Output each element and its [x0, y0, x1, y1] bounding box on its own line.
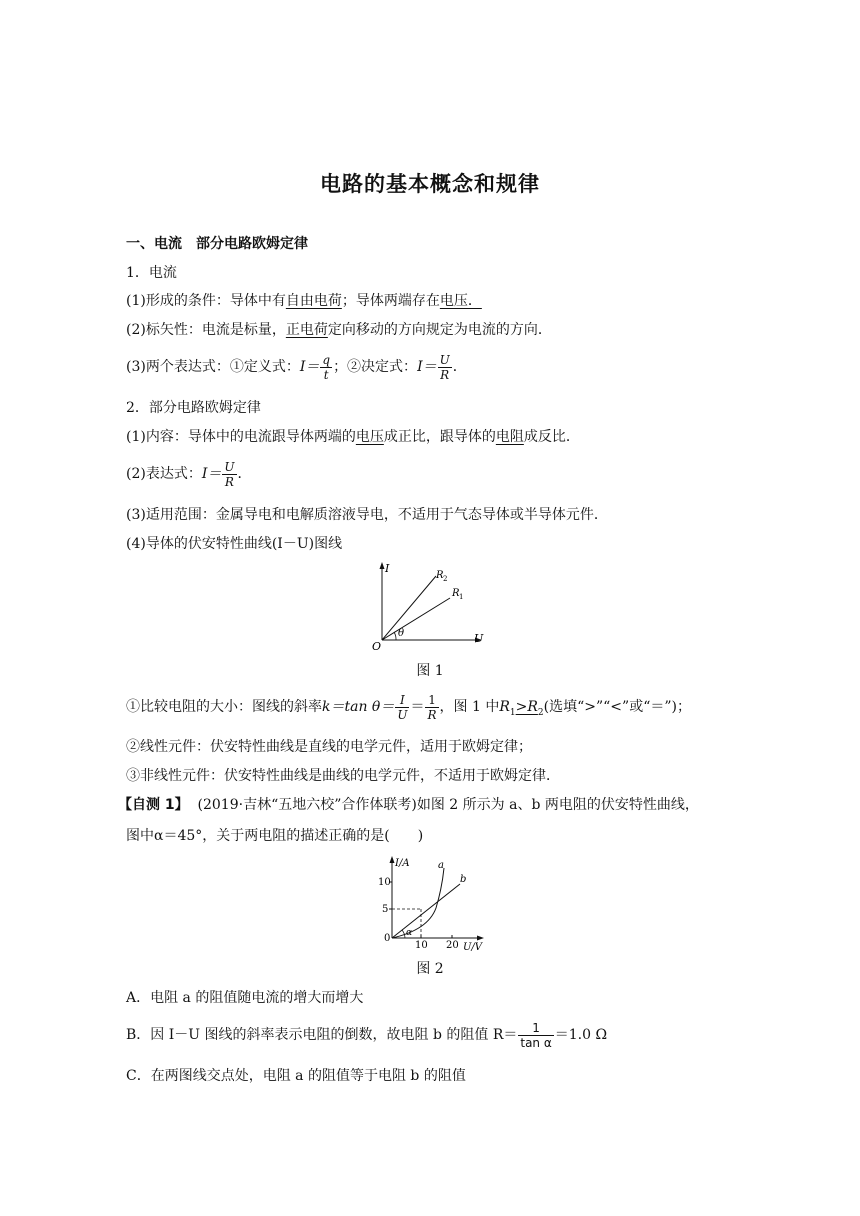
- underlined-answer: >R: [515, 699, 538, 715]
- denominator: U: [397, 707, 408, 722]
- fig2-line-b-label: b: [460, 874, 467, 885]
- underlined-answer: 正电荷: [285, 322, 328, 338]
- text: 定向移动的方向规定为电流的方向．: [327, 322, 552, 338]
- section-heading: 一、电流 部分电路欧姆定律: [126, 236, 308, 252]
- fig2-alpha: α: [406, 928, 413, 938]
- figure-2-iv-graph: [372, 854, 492, 952]
- denominator: tan α: [520, 1035, 552, 1050]
- subscript: 1: [509, 707, 516, 718]
- underlined-answer: 电压．: [439, 293, 482, 309]
- page-title: 电路的基本概念和规律: [320, 172, 540, 196]
- fig2-x-tick-10: 10: [415, 940, 428, 951]
- numerator: U: [224, 459, 235, 474]
- line-content: [126, 427, 580, 447]
- fig2-y-label: I/A: [395, 858, 410, 869]
- fig2-y-tick-5: 5: [382, 904, 389, 915]
- denominator: R: [427, 707, 437, 722]
- fig1-r1-sub: 1: [459, 593, 464, 601]
- figure-2-caption: 图 2: [416, 961, 444, 977]
- fraction-u-over-r: [438, 353, 452, 382]
- numerator: U: [439, 352, 450, 367]
- line-scalar-vector: [126, 320, 552, 340]
- text: (选填“>”“<”或“＝”)；: [543, 699, 691, 715]
- line-compare-resistance: [126, 690, 691, 730]
- line-nonlinear-element: ③非线性元件：伏安特性曲线是曲线的电学元件，不适用于欧姆定律．: [126, 768, 560, 784]
- subheading-current: 1．电流: [126, 265, 177, 281]
- text: (1)内容：导体中的电流跟导体两端的: [126, 429, 356, 445]
- text: ①比较电阻的大小：图线的斜率: [126, 699, 322, 715]
- line-linear-element: ②线性元件：伏安特性曲线是直线的电学元件，适用于欧姆定律；: [126, 739, 532, 755]
- text: (2)标矢性：电流是标量，: [126, 322, 286, 338]
- fig1-r2-label: R: [436, 570, 444, 581]
- text: ．: [237, 466, 252, 482]
- fig1-origin: O: [372, 640, 382, 652]
- fig1-y-label: I: [385, 562, 390, 575]
- selftest-tag: 【自测 1】: [118, 797, 189, 813]
- line-formation-condition: [126, 291, 482, 311]
- formula: I＝: [417, 359, 437, 375]
- text: ；导体两端存在: [341, 293, 440, 309]
- fraction-1-over-r: [425, 693, 438, 722]
- numerator: q: [322, 352, 331, 367]
- numerator: I: [395, 693, 409, 708]
- option-b: [126, 1018, 607, 1052]
- option-a: A．电阻 a 的阻值随电流的增大而增大: [126, 990, 364, 1006]
- subheading-ohms-law: 2．部分电路欧姆定律: [126, 400, 261, 416]
- line-iv-curve: (4)导体的伏安特性曲线(I－U)图线: [126, 536, 343, 552]
- text: ＝: [410, 699, 425, 715]
- fig1-r1-label: R: [452, 588, 460, 599]
- fraction-i-over-u: [395, 693, 409, 722]
- denominator: R: [224, 474, 234, 489]
- text: ＝1.0 Ω: [554, 1027, 608, 1043]
- text: B．因 I－U 图线的斜率表示电阻的倒数，故电阻 b 的阻值 R＝: [126, 1027, 518, 1043]
- text: ．: [452, 359, 467, 375]
- text: (3)两个表达式：①定义式：: [126, 359, 300, 375]
- numerator: 1: [425, 693, 438, 708]
- text: (1)形成的条件：导体中有: [126, 293, 286, 309]
- figure-1-caption: 图 1: [416, 663, 444, 679]
- fig1-x-label: U: [474, 632, 484, 645]
- underlined-answer: 电压: [355, 429, 384, 445]
- text: ，图 1 中: [439, 699, 500, 715]
- text: 成正比，跟导体的: [383, 429, 496, 445]
- formula: I＝: [299, 359, 320, 375]
- fraction-1-over-tan-alpha: [518, 1021, 553, 1050]
- fraction-u-over-r: [222, 460, 236, 489]
- underlined-answer: 自由电荷: [285, 293, 342, 309]
- fig2-y-tick-10: 10: [378, 877, 391, 888]
- formula: k＝tan θ＝: [322, 699, 395, 715]
- fig2-x-tick-20: 20: [446, 940, 459, 951]
- line-scope: (3)适用范围：金属导电和电解质溶液导电，不适用于气态导体或半导体元件．: [126, 507, 608, 523]
- fig1-r2-sub: 2: [443, 575, 448, 583]
- fraction-q-over-t: [320, 353, 332, 382]
- selftest-line-2: 图中α＝45°，关于两电阻的描述正确的是( ): [126, 828, 424, 844]
- fig1-theta: θ: [398, 628, 405, 639]
- underlined-answer: 电阻: [495, 429, 524, 445]
- formula: I＝: [201, 466, 222, 482]
- text: 成反比．: [523, 429, 580, 445]
- text: ；②决定式：: [333, 359, 418, 375]
- denominator: t: [323, 367, 329, 382]
- subscript: 2: [537, 707, 544, 718]
- formula: R: [499, 699, 510, 715]
- option-c: C．在两图线交点处，电阻 a 的阻值等于电阻 b 的阻值: [126, 1068, 466, 1084]
- denominator: R: [440, 367, 450, 382]
- fig2-curve-a-label: a: [438, 860, 444, 871]
- line-expression: [126, 457, 252, 491]
- text: (2019·吉林“五地六校”合作体联考)如图 2 所示为 a、b 两电阻的伏安特性曲线，: [197, 797, 699, 813]
- selftest-line-1: [118, 795, 699, 815]
- fig2-x-label: U/V: [463, 942, 483, 952]
- numerator: 1: [518, 1021, 553, 1036]
- figure-1-iv-graph: [370, 560, 490, 652]
- text: (2)表达式：: [126, 466, 202, 482]
- line-two-expressions: [126, 350, 467, 384]
- fig2-origin: 0: [384, 933, 391, 944]
